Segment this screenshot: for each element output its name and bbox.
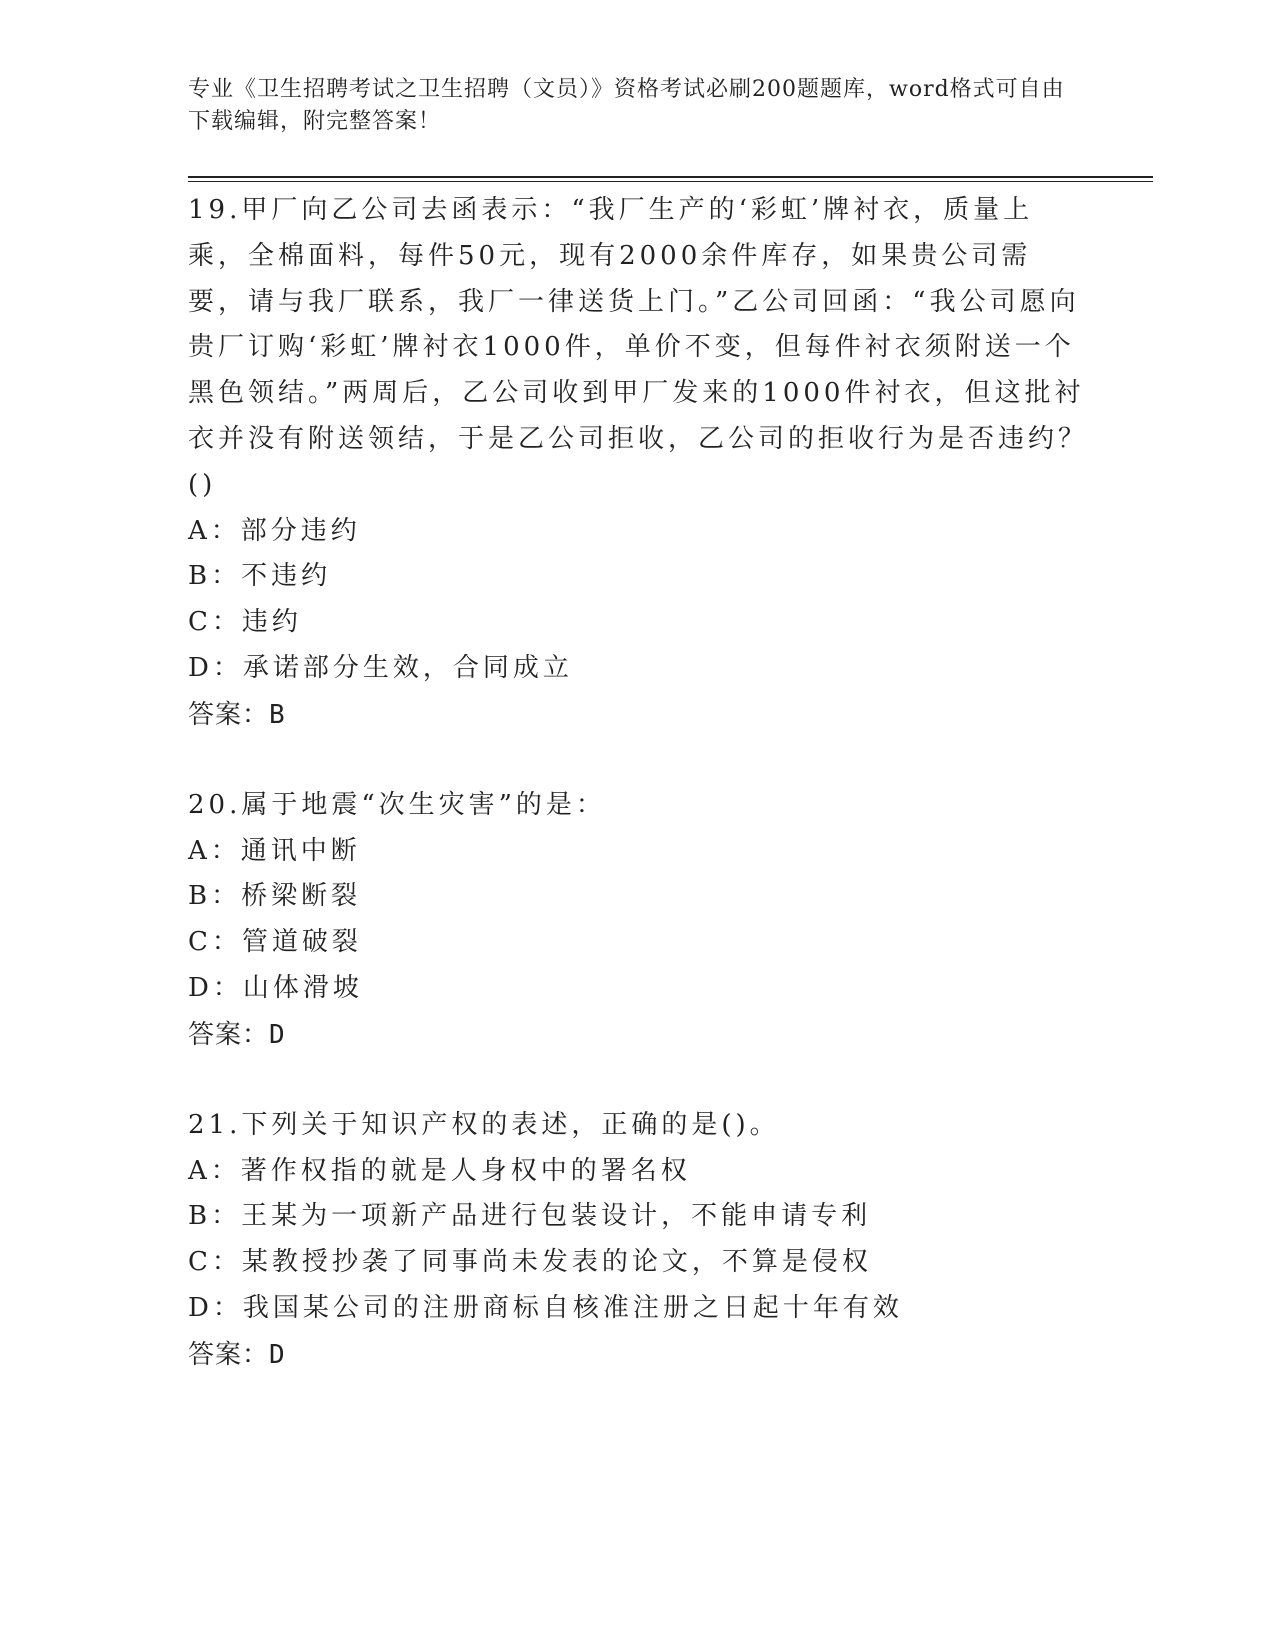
option-d: D：山体滑坡 — [188, 972, 363, 1003]
option-a: A：通讯中断 — [188, 835, 361, 866]
question-20 — [188, 783, 1088, 1058]
option-d: D：我国某公司的注册商标自核准注册之日起十年有效 — [188, 1292, 903, 1323]
question-text: 21.下列关于知识产权的表述，正确的是()。 — [188, 1109, 780, 1140]
question-spacer — [188, 1058, 1088, 1103]
answer-value: D — [269, 1019, 286, 1050]
question-21 — [188, 1103, 1088, 1378]
document-header: 专业《卫生招聘考试之卫生招聘（文员）》资格考试必刷200题题库，word格式可自由下载编辑，附完整答案！ — [188, 77, 1065, 134]
option-c: C：某教授抄袭了同事尚未发表的论文，不算是侵权 — [188, 1247, 872, 1278]
option-c: C：管道破裂 — [188, 927, 362, 958]
option-b: B：桥梁断裂 — [188, 881, 362, 912]
question-spacer — [188, 738, 1088, 783]
question-text: 20.属于地震“次生灾害”的是： — [188, 789, 606, 820]
answer-line — [188, 692, 1088, 738]
answer-label: 答案： — [188, 1019, 270, 1050]
option-a: A：部分违约 — [188, 515, 361, 546]
answer-line — [188, 1332, 1088, 1378]
option-a: A：著作权指的就是人身权中的署名权 — [188, 1155, 691, 1186]
answer-label: 答案： — [188, 1339, 270, 1370]
answer-value: B — [269, 699, 286, 730]
question-19 — [188, 188, 1088, 738]
answer-value: D — [269, 1339, 286, 1370]
question-text: 19.甲厂向乙公司去函表示：“我厂生产的‘彩虹’牌衬衣，质量上乘，全棉面料，每件50元，现有2000余件库存，如果贵公司需要，请与我厂联系，我厂一律送货上门。”乙公司回函：“我公司愿向贵厂订购‘彩虹’牌衬衣1000件，单价不变，但每件衬衣须附送一个黑色领结。”两周后，乙公司收到甲厂发来的1000件衬衣，但这批衬衣并没有附送领结，于是乙公司拒收，乙公司的拒收行为是否违约？() — [188, 195, 1089, 500]
option-b: B：王某为一项新产品进行包装设计，不能申请专利 — [188, 1201, 872, 1232]
option-c: C：违约 — [188, 607, 302, 638]
header-divider — [188, 176, 1153, 182]
option-b: B：不违约 — [188, 561, 332, 592]
option-d: D：承诺部分生效，合同成立 — [188, 652, 573, 683]
question-list — [188, 188, 1088, 1378]
answer-line — [188, 1012, 1088, 1058]
answer-label: 答案： — [188, 699, 270, 730]
